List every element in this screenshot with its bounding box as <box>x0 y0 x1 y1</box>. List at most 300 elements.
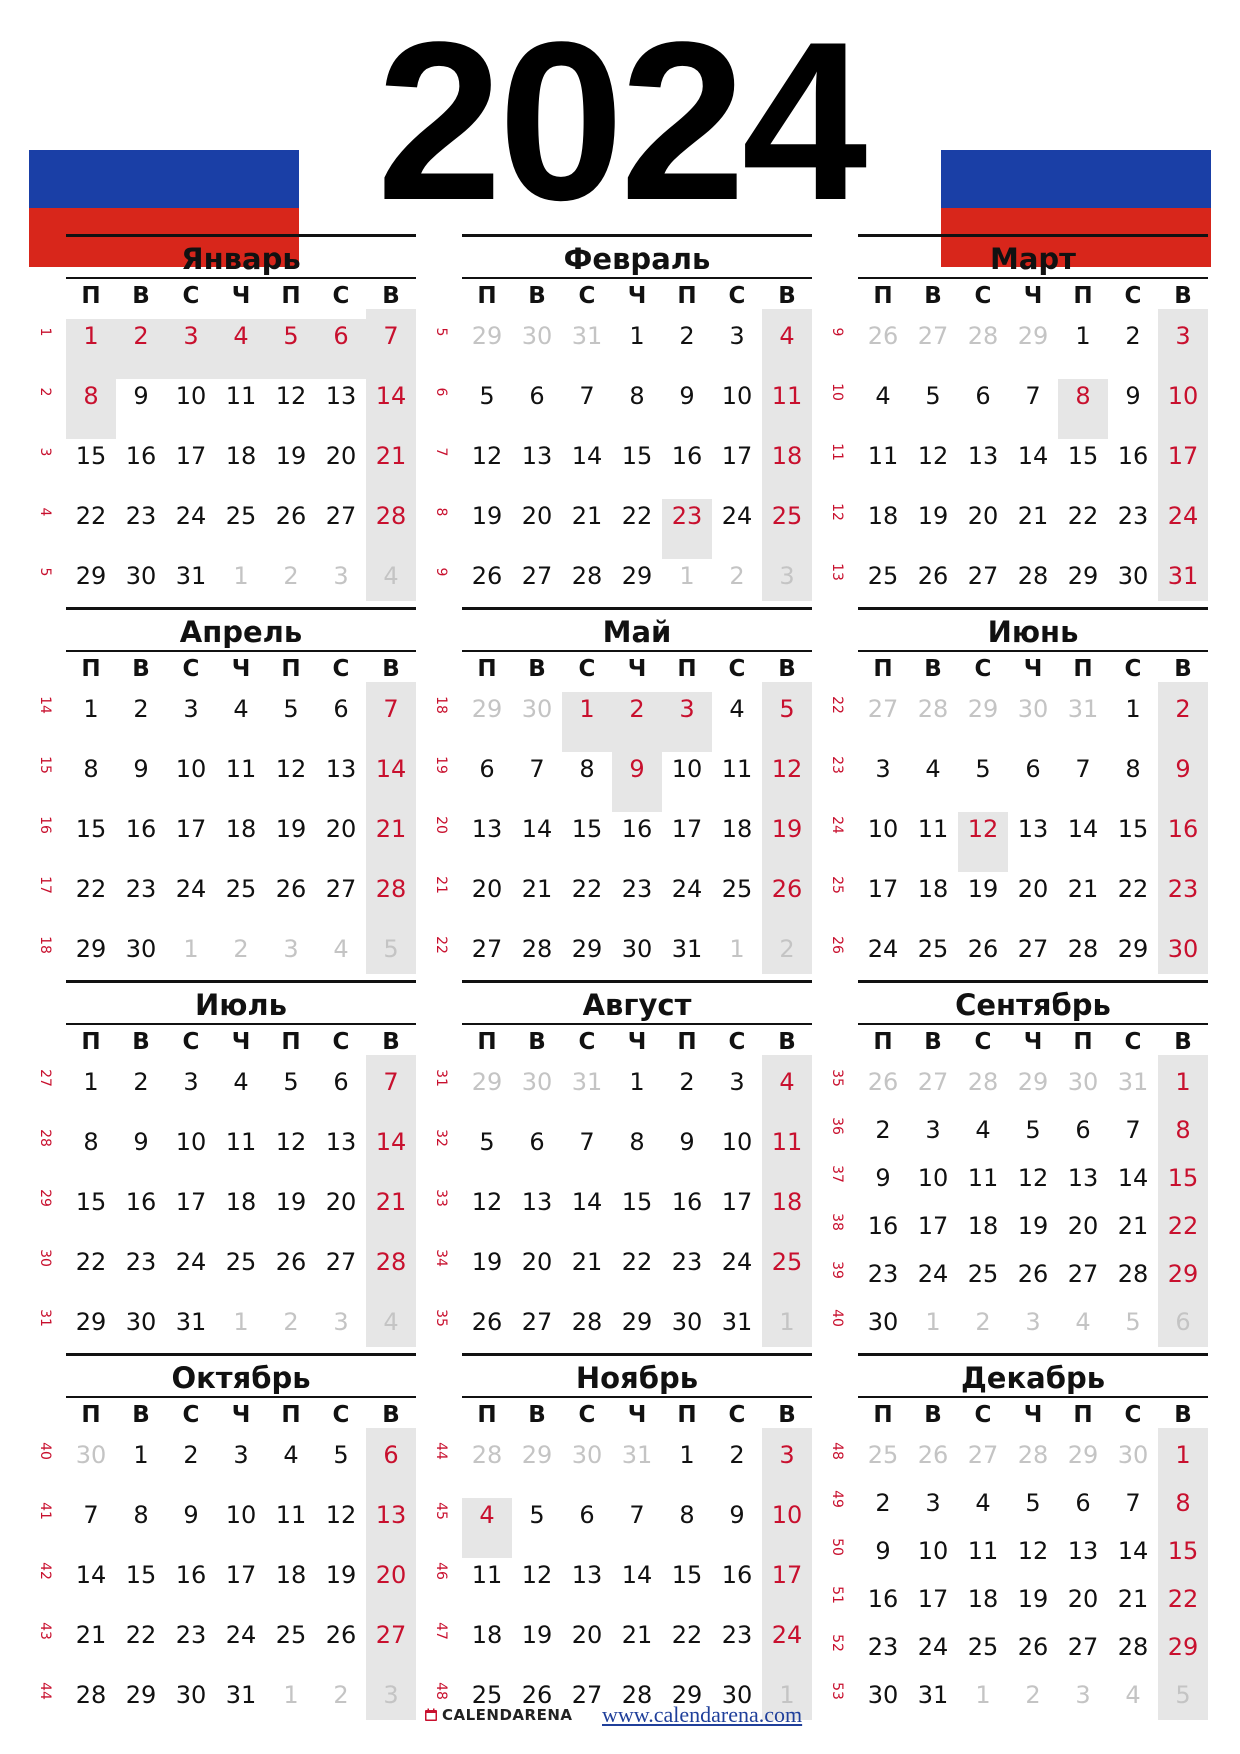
week-number: 5 <box>433 327 449 337</box>
day-cell: 13 <box>325 382 357 410</box>
day-cell-other-month: 1 <box>679 562 695 590</box>
day-cell: 8 <box>133 1501 149 1529</box>
day-cell: 25 <box>771 502 803 530</box>
day-cell: 16 <box>125 442 157 470</box>
day-cell-other-month: 5 <box>383 935 399 963</box>
day-cell: 21 <box>521 875 553 903</box>
weekday-label: П <box>81 283 101 309</box>
weekday-label: П <box>1073 656 1093 682</box>
day-cell: 23 <box>125 875 157 903</box>
day-cell: 11 <box>771 382 803 410</box>
day-cell: 15 <box>1067 442 1099 470</box>
day-cell: 6 <box>529 1128 545 1156</box>
day-cell: 25 <box>867 562 899 590</box>
day-cell: 29 <box>1067 562 1099 590</box>
day-cell-other-month: 1 <box>975 1681 991 1709</box>
day-cell: 2 <box>133 695 149 723</box>
day-cell-other-month: 6 <box>1175 1308 1191 1336</box>
day-cell: 29 <box>621 1308 653 1336</box>
day-cell: 3 <box>729 1068 745 1096</box>
day-cell: 14 <box>1067 815 1099 843</box>
day-cell: 10 <box>721 1128 753 1156</box>
day-cell: 11 <box>967 1164 999 1192</box>
week-number: 22 <box>433 936 449 954</box>
day-cell: 22 <box>571 875 603 903</box>
day-cell: 24 <box>771 1621 803 1649</box>
week-number: 40 <box>37 1442 53 1460</box>
day-cell: 8 <box>679 1501 695 1529</box>
day-cell: 25 <box>225 1248 257 1276</box>
week-number: 7 <box>433 447 449 457</box>
day-cell: 17 <box>721 1188 753 1216</box>
day-cell: 5 <box>283 1068 299 1096</box>
day-cell: 4 <box>233 1068 249 1096</box>
day-cell-other-month: 3 <box>1075 1681 1091 1709</box>
week-number: 41 <box>37 1502 53 1520</box>
day-cell: 8 <box>629 382 645 410</box>
day-cell: 5 <box>529 1501 545 1529</box>
day-cell: 24 <box>917 1260 949 1288</box>
day-cell: 15 <box>1167 1164 1199 1192</box>
day-cell: 27 <box>967 562 999 590</box>
day-cell: 20 <box>325 442 357 470</box>
weekday-label: С <box>332 283 350 309</box>
month-title: Октябрь <box>66 1353 416 1398</box>
day-cell: 9 <box>875 1164 891 1192</box>
weekday-label: С <box>182 1029 200 1055</box>
weekday-label: С <box>728 283 746 309</box>
day-cell: 26 <box>275 502 307 530</box>
week-number: 31 <box>433 1069 449 1087</box>
weekend-shade <box>1158 1428 1208 1720</box>
day-cell-other-month: 3 <box>333 1308 349 1336</box>
day-cell: 20 <box>1067 1585 1099 1613</box>
day-cell-holiday: 8 <box>1075 382 1091 410</box>
day-cell-other-month: 27 <box>967 1441 999 1469</box>
day-cell: 21 <box>571 502 603 530</box>
day-cell: 7 <box>1125 1489 1141 1517</box>
day-cell: 18 <box>471 1621 503 1649</box>
week-number: 4 <box>37 507 53 517</box>
day-cell: 30 <box>175 1681 207 1709</box>
weekday-label: П <box>81 1029 101 1055</box>
day-cell: 4 <box>779 322 795 350</box>
week-number: 3 <box>37 447 53 457</box>
day-cell: 23 <box>175 1621 207 1649</box>
day-cell: 8 <box>1175 1489 1191 1517</box>
day-cell: 30 <box>721 1681 753 1709</box>
day-cell: 28 <box>1117 1633 1149 1661</box>
weekday-label: В <box>528 656 546 682</box>
weekday-label: П <box>1073 1029 1093 1055</box>
weekday-label: В <box>924 283 942 309</box>
day-cell: 16 <box>867 1212 899 1240</box>
day-cell: 5 <box>1025 1489 1041 1517</box>
day-cell: 13 <box>325 755 357 783</box>
day-cell: 28 <box>375 1248 407 1276</box>
day-cell: 8 <box>579 755 595 783</box>
week-number: 26 <box>829 936 845 954</box>
day-cell: 17 <box>225 1561 257 1589</box>
day-cell: 1 <box>1175 1068 1191 1096</box>
day-cell: 12 <box>275 382 307 410</box>
day-cell: 26 <box>521 1681 553 1709</box>
day-cell-other-month: 31 <box>571 322 603 350</box>
day-cell: 13 <box>521 442 553 470</box>
day-cell: 15 <box>75 1188 107 1216</box>
day-cell: 18 <box>771 442 803 470</box>
day-cell-holiday: 5 <box>283 322 299 350</box>
day-cell-other-month: 29 <box>1017 1068 1049 1096</box>
day-cell: 17 <box>175 442 207 470</box>
day-cell: 9 <box>679 1128 695 1156</box>
day-cell: 31 <box>721 1308 753 1336</box>
day-cell: 13 <box>1067 1537 1099 1565</box>
day-cell: 28 <box>375 875 407 903</box>
day-cell-other-month: 2 <box>283 562 299 590</box>
week-number: 25 <box>829 876 845 894</box>
calendar-icon <box>424 1708 438 1722</box>
day-cell: 5 <box>1025 1116 1041 1144</box>
day-cell: 5 <box>779 695 795 723</box>
week-number: 22 <box>829 696 845 714</box>
day-cell: 26 <box>967 935 999 963</box>
day-cell: 18 <box>967 1212 999 1240</box>
day-cell: 30 <box>125 1308 157 1336</box>
day-cell: 18 <box>225 442 257 470</box>
day-cell-other-month: 5 <box>1125 1308 1141 1336</box>
day-cell: 29 <box>125 1681 157 1709</box>
weekday-label: Ч <box>231 1402 251 1428</box>
day-cell: 23 <box>867 1633 899 1661</box>
day-cell: 29 <box>571 935 603 963</box>
day-cell: 10 <box>917 1164 949 1192</box>
weekday-label: С <box>728 656 746 682</box>
weekday-label: В <box>382 1029 400 1055</box>
day-cell: 30 <box>125 562 157 590</box>
week-number: 42 <box>37 1562 53 1580</box>
day-cell: 23 <box>1167 875 1199 903</box>
day-cell-other-month: 26 <box>917 1441 949 1469</box>
weekday-label: Ч <box>231 283 251 309</box>
day-cell-other-month: 28 <box>917 695 949 723</box>
day-cell: 6 <box>383 1441 399 1469</box>
day-cell: 26 <box>471 562 503 590</box>
week-number: 15 <box>37 756 53 774</box>
day-cell: 12 <box>771 755 803 783</box>
day-cell: 7 <box>579 1128 595 1156</box>
day-cell: 23 <box>125 1248 157 1276</box>
russian-flag-right <box>941 92 1211 209</box>
weekend-shade <box>1158 1055 1208 1347</box>
day-cell: 29 <box>1117 935 1149 963</box>
day-cell-other-month: 3 <box>333 562 349 590</box>
weekday-label: В <box>924 1029 942 1055</box>
day-cell: 24 <box>1167 502 1199 530</box>
day-cell-holiday: 1 <box>579 695 595 723</box>
day-cell: 21 <box>1117 1212 1149 1240</box>
week-number: 1 <box>37 327 53 337</box>
day-cell-other-month: 29 <box>471 695 503 723</box>
day-cell: 29 <box>621 562 653 590</box>
day-cell: 22 <box>1167 1585 1199 1613</box>
day-cell: 15 <box>621 1188 653 1216</box>
day-cell: 25 <box>721 875 753 903</box>
day-cell: 6 <box>333 1068 349 1096</box>
day-cell: 26 <box>1017 1260 1049 1288</box>
day-cell: 29 <box>75 935 107 963</box>
day-cell: 20 <box>967 502 999 530</box>
weekday-label: В <box>382 1402 400 1428</box>
day-cell: 2 <box>875 1489 891 1517</box>
month-block <box>426 234 826 594</box>
day-cell: 29 <box>1167 1260 1199 1288</box>
week-number: 46 <box>433 1562 449 1580</box>
day-cell-other-month: 31 <box>571 1068 603 1096</box>
day-cell: 4 <box>875 382 891 410</box>
day-cell: 30 <box>621 935 653 963</box>
day-cell: 13 <box>471 815 503 843</box>
day-cell-holiday: 4 <box>233 322 249 350</box>
day-cell: 25 <box>771 1248 803 1276</box>
day-cell: 24 <box>867 935 899 963</box>
day-cell-other-month: 29 <box>471 1068 503 1096</box>
day-cell-other-month: 1 <box>779 1308 795 1336</box>
day-cell: 31 <box>671 935 703 963</box>
day-cell: 11 <box>225 1128 257 1156</box>
day-cell: 24 <box>721 1248 753 1276</box>
day-cell: 21 <box>75 1621 107 1649</box>
day-cell: 13 <box>325 1128 357 1156</box>
week-number: 29 <box>37 1189 53 1207</box>
weekday-label: В <box>382 656 400 682</box>
day-cell: 21 <box>1067 875 1099 903</box>
day-cell: 29 <box>1167 1633 1199 1661</box>
weekday-label: П <box>477 1402 497 1428</box>
day-cell: 27 <box>521 1308 553 1336</box>
day-cell: 2 <box>875 1116 891 1144</box>
week-number: 40 <box>829 1309 845 1327</box>
day-cell: 20 <box>375 1561 407 1589</box>
footer-url-link[interactable]: www.calendarena.com <box>602 1702 803 1727</box>
day-cell: 17 <box>175 1188 207 1216</box>
day-cell-holiday: 23 <box>671 502 703 530</box>
day-cell-other-month: 28 <box>1017 1441 1049 1469</box>
day-cell: 8 <box>83 755 99 783</box>
weekday-label: С <box>182 656 200 682</box>
day-cell: 16 <box>671 1188 703 1216</box>
day-cell-holiday: 12 <box>967 815 999 843</box>
day-cell-other-month: 5 <box>1175 1681 1191 1709</box>
weekday-label: В <box>1174 1029 1192 1055</box>
weekday-label: П <box>477 283 497 309</box>
day-cell: 6 <box>1075 1489 1091 1517</box>
day-cell: 24 <box>721 502 753 530</box>
day-cell-holiday: 2 <box>629 695 645 723</box>
weekday-label: В <box>132 1029 150 1055</box>
weekday-label: С <box>1124 1402 1142 1428</box>
day-cell: 3 <box>1175 322 1191 350</box>
day-cell: 19 <box>325 1561 357 1589</box>
day-cell: 25 <box>275 1621 307 1649</box>
day-cell: 24 <box>175 875 207 903</box>
day-cell: 27 <box>521 562 553 590</box>
day-cell: 15 <box>75 815 107 843</box>
day-cell: 26 <box>771 875 803 903</box>
day-cell-holiday: 8 <box>83 382 99 410</box>
day-cell: 3 <box>925 1489 941 1517</box>
day-cell-holiday: 9 <box>629 755 645 783</box>
week-number: 44 <box>433 1442 449 1460</box>
day-cell: 5 <box>479 1128 495 1156</box>
weekday-label: В <box>528 1402 546 1428</box>
day-cell: 4 <box>729 695 745 723</box>
day-cell: 22 <box>1067 502 1099 530</box>
day-cell: 12 <box>275 755 307 783</box>
day-cell-other-month: 2 <box>233 935 249 963</box>
day-cell: 10 <box>175 382 207 410</box>
day-cell: 2 <box>729 1441 745 1469</box>
weekday-label: П <box>677 283 697 309</box>
day-cell-holiday: 7 <box>383 322 399 350</box>
day-cell: 7 <box>1075 755 1091 783</box>
day-cell: 13 <box>1017 815 1049 843</box>
weekday-label: С <box>578 1402 596 1428</box>
weekday-label: В <box>132 283 150 309</box>
day-cell: 18 <box>917 875 949 903</box>
day-cell: 28 <box>1067 935 1099 963</box>
day-cell: 17 <box>1167 442 1199 470</box>
month-title: Апрель <box>66 607 416 652</box>
day-cell: 12 <box>471 442 503 470</box>
week-number: 16 <box>37 816 53 834</box>
day-cell: 3 <box>183 1068 199 1096</box>
day-cell: 28 <box>571 562 603 590</box>
day-cell: 6 <box>1075 1116 1091 1144</box>
weekday-label: П <box>281 1402 301 1428</box>
day-cell: 18 <box>275 1561 307 1589</box>
day-cell: 29 <box>75 1308 107 1336</box>
day-cell: 26 <box>917 562 949 590</box>
day-cell: 23 <box>1117 502 1149 530</box>
day-cell: 24 <box>225 1621 257 1649</box>
day-cell: 19 <box>1017 1585 1049 1613</box>
day-cell: 16 <box>175 1561 207 1589</box>
day-cell: 25 <box>967 1633 999 1661</box>
day-cell: 14 <box>375 382 407 410</box>
day-cell: 2 <box>1125 322 1141 350</box>
weekday-label: Ч <box>1023 1029 1043 1055</box>
day-cell: 1 <box>1175 1441 1191 1469</box>
day-cell: 27 <box>325 1248 357 1276</box>
day-cell: 11 <box>867 442 899 470</box>
day-cell: 26 <box>325 1621 357 1649</box>
day-cell: 27 <box>325 875 357 903</box>
day-cell: 27 <box>471 935 503 963</box>
day-cell-other-month: 2 <box>333 1681 349 1709</box>
day-cell: 30 <box>1117 562 1149 590</box>
weekday-label: П <box>873 1029 893 1055</box>
day-cell-other-month: 29 <box>521 1441 553 1469</box>
day-cell: 25 <box>967 1260 999 1288</box>
weekday-label: С <box>1124 1029 1142 1055</box>
day-cell: 15 <box>125 1561 157 1589</box>
day-cell: 15 <box>671 1561 703 1589</box>
day-cell: 28 <box>375 502 407 530</box>
day-cell: 25 <box>225 502 257 530</box>
day-cell: 23 <box>671 1248 703 1276</box>
week-number: 48 <box>829 1442 845 1460</box>
day-cell-other-month: 31 <box>1067 695 1099 723</box>
day-cell: 9 <box>875 1537 891 1565</box>
day-cell: 30 <box>125 935 157 963</box>
day-cell: 26 <box>471 1308 503 1336</box>
day-cell: 17 <box>867 875 899 903</box>
month-title: Ноябрь <box>462 1353 812 1398</box>
day-cell-other-month: 27 <box>867 695 899 723</box>
day-cell-other-month: 29 <box>1067 1441 1099 1469</box>
day-cell: 20 <box>325 1188 357 1216</box>
weekday-label: П <box>677 656 697 682</box>
day-cell: 27 <box>375 1621 407 1649</box>
day-cell: 7 <box>1025 382 1041 410</box>
day-cell: 3 <box>925 1116 941 1144</box>
day-cell-other-month: 31 <box>621 1441 653 1469</box>
day-cell: 19 <box>275 442 307 470</box>
month-block <box>822 607 1222 967</box>
day-cell: 14 <box>375 1128 407 1156</box>
day-cell: 9 <box>183 1501 199 1529</box>
day-cell: 19 <box>471 1248 503 1276</box>
week-number: 18 <box>37 936 53 954</box>
day-cell-other-month: 27 <box>917 1068 949 1096</box>
weekday-label: В <box>382 283 400 309</box>
month-title: Сентябрь <box>858 980 1208 1025</box>
month-title: Август <box>462 980 812 1025</box>
week-number: 45 <box>433 1502 449 1520</box>
day-cell: 10 <box>867 815 899 843</box>
day-cell-other-month: 29 <box>471 322 503 350</box>
day-cell: 31 <box>225 1681 257 1709</box>
day-cell: 5 <box>479 382 495 410</box>
day-cell: 2 <box>1175 695 1191 723</box>
month-block <box>426 1353 826 1713</box>
day-cell: 9 <box>1125 382 1141 410</box>
weekday-label: П <box>873 656 893 682</box>
week-number: 21 <box>433 876 449 894</box>
week-number: 28 <box>37 1129 53 1147</box>
week-number: 33 <box>433 1189 449 1207</box>
day-cell: 1 <box>1125 695 1141 723</box>
day-cell: 28 <box>1117 1260 1149 1288</box>
year-title: 2024 <box>376 0 864 247</box>
day-cell: 7 <box>383 695 399 723</box>
day-cell-holiday: 3 <box>183 322 199 350</box>
day-cell: 11 <box>471 1561 503 1589</box>
day-cell: 12 <box>917 442 949 470</box>
day-cell: 18 <box>225 815 257 843</box>
month-title: Декабрь <box>858 1353 1208 1398</box>
weekday-label: С <box>578 283 596 309</box>
footer <box>0 1702 1240 1732</box>
day-cell: 7 <box>529 755 545 783</box>
week-number: 27 <box>37 1069 53 1087</box>
day-cell: 10 <box>721 382 753 410</box>
day-cell-other-month: 4 <box>383 562 399 590</box>
month-title: Июнь <box>858 607 1208 652</box>
day-cell: 7 <box>383 1068 399 1096</box>
day-cell: 12 <box>275 1128 307 1156</box>
